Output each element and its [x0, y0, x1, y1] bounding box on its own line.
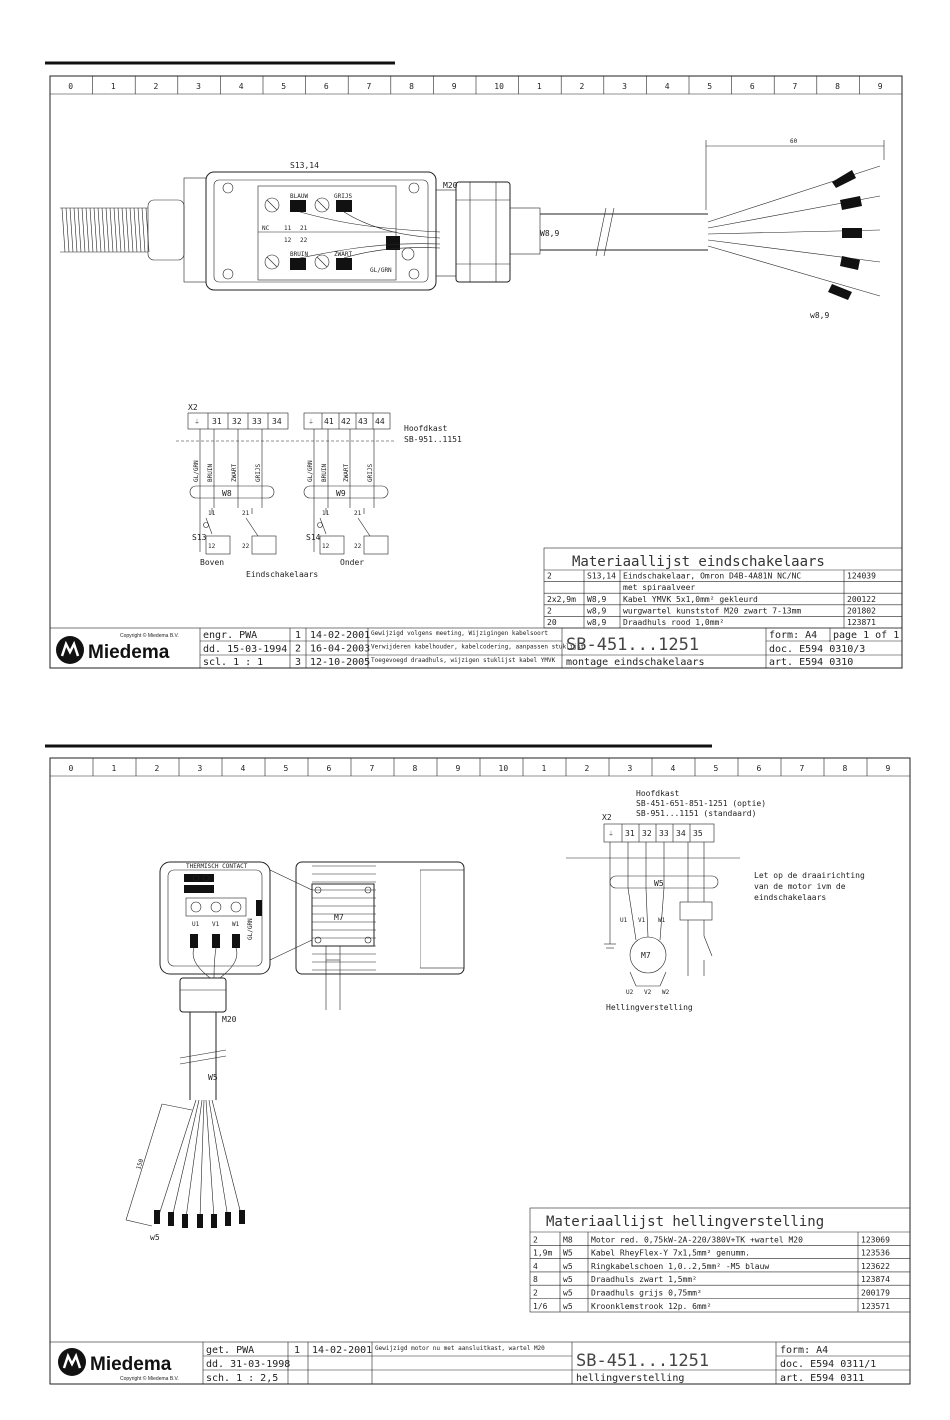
- terminal-number: 44: [375, 417, 385, 426]
- bom-cell: Kabel RheyFlex-Y 7x1,5mm² genumm.: [591, 1248, 750, 1258]
- bom-hellingverstelling: [530, 1208, 910, 1312]
- wire-ends-2: [154, 1100, 245, 1228]
- ruler-label: 9: [451, 82, 457, 91]
- brand-1: Miedema: [88, 642, 170, 663]
- terminal-number: 34: [676, 829, 686, 838]
- ruler-label: 3: [622, 82, 627, 91]
- label-s14-11: 11: [322, 510, 330, 517]
- label-12: 12: [284, 237, 292, 244]
- bom-cell: 8: [533, 1275, 538, 1285]
- ruler-label: 7: [799, 764, 805, 773]
- sheet-2-frame: [50, 758, 910, 1384]
- ruler-label: 9: [877, 82, 883, 91]
- label-w5-ends: w5: [150, 1233, 160, 1242]
- format-2: form: A4: [780, 1345, 829, 1356]
- bom-cell: w5: [563, 1261, 573, 1271]
- label-boven: Boven: [200, 558, 225, 567]
- revision-text: Toegevoegd draadhuls, wijzigen stuklijst kabel YMVK: [371, 657, 556, 664]
- label-gl-groen: GL/GRN: [370, 267, 392, 274]
- label-s14: S14: [306, 533, 321, 542]
- bom-cell: 2x2,9m: [547, 594, 576, 604]
- label-x2-2: X2: [602, 813, 612, 822]
- engr-2: get. PWA: [206, 1345, 255, 1356]
- terminal-number: 31: [625, 829, 635, 838]
- ruler-label: 8: [409, 82, 414, 91]
- limit-switch-schematic: [176, 403, 462, 579]
- label-onder: Onder: [340, 558, 365, 567]
- bom-cell: Draadhuls rood 1,0mm²: [623, 618, 725, 627]
- bom-cell: 2: [533, 1235, 538, 1245]
- doc-2: doc. E594 0311/1: [780, 1359, 877, 1370]
- switch-housing: [206, 172, 436, 290]
- label-nc: NC: [262, 225, 270, 232]
- note-2: van de motor ivm de: [754, 882, 846, 891]
- label-v1-2: V1: [638, 917, 646, 924]
- motor-schematic: [566, 789, 865, 1012]
- bom-cell: 123871: [847, 618, 876, 627]
- ruler-label: 5: [707, 82, 713, 91]
- terminal-number: 32: [642, 829, 652, 838]
- bom-cell: w8,9: [587, 606, 607, 616]
- page-1: page 1 of 1: [833, 630, 900, 641]
- label-u1-2: U1: [620, 917, 628, 924]
- drawing-no-1: SB-451...1251: [566, 635, 700, 655]
- drawing-no-2: SB-451...1251: [576, 1351, 710, 1371]
- label-s13-21: 21: [242, 510, 250, 517]
- art-2: art. E594 0311: [780, 1373, 865, 1384]
- label-s14-21: 21: [354, 510, 362, 517]
- label-w89-ends: w8,9: [810, 311, 830, 320]
- ruler-label: 2: [579, 82, 585, 91]
- note-1: Let op de draairichting: [754, 871, 865, 880]
- engr-1: engr. PWA: [203, 630, 258, 641]
- label-u1: U1: [192, 921, 200, 928]
- ruler-label: 7: [369, 764, 375, 773]
- label-blauw: BLAUW: [290, 193, 309, 200]
- label-v2: V2: [644, 989, 652, 996]
- label-m20-2: M20: [222, 1015, 237, 1024]
- bom-cell: 4: [533, 1261, 538, 1271]
- revision-date: 16-04-2003: [310, 643, 371, 655]
- ruler-label: 2: [153, 82, 159, 91]
- wire-color-label: ZWART: [343, 463, 350, 482]
- label-s13-11: 11: [208, 510, 216, 517]
- label-hoofdkast-ref: SB-951..1151: [404, 435, 462, 444]
- terminal-number: 32: [232, 417, 242, 426]
- label-s14-12: 12: [322, 543, 330, 550]
- revision-date: 14-02-2001: [312, 1345, 373, 1356]
- sheet-1-ruler: [68, 76, 882, 94]
- label-s13-22: 22: [242, 543, 250, 550]
- bom-cell: 2: [547, 606, 552, 616]
- revision-text: Gewijzigd volgens meeting, Wijzigingen kabelsoort: [371, 630, 549, 637]
- ruler-label: 8: [412, 764, 418, 773]
- note-3: eindschakelaars: [754, 893, 827, 902]
- label-w5-2: W5: [654, 879, 664, 888]
- bom-cell: 124039: [847, 571, 876, 581]
- ruler-label: 10: [498, 764, 509, 773]
- bom-cell: 1,9m: [533, 1248, 553, 1258]
- terminal-number: 33: [252, 417, 262, 426]
- dim-150: 150: [135, 1158, 146, 1171]
- terminal-screws: [265, 198, 414, 270]
- sheet-2: [45, 746, 910, 1384]
- ruler-label: 5: [283, 764, 289, 773]
- bom-cell: 200122: [847, 594, 876, 604]
- ruler-label: 0: [68, 764, 74, 773]
- terminal-number: 35: [693, 829, 703, 838]
- bom-cell: 2: [533, 1288, 538, 1298]
- ruler-label: 0: [68, 82, 74, 91]
- bom-cell: 2: [547, 571, 552, 581]
- limit-switch-assembly: [60, 138, 884, 320]
- terminal-number: 42: [341, 417, 351, 426]
- ruler-label: 7: [366, 82, 372, 91]
- terminal-number: 33: [659, 829, 669, 838]
- ruler-label: 3: [197, 764, 203, 773]
- terminal-number: 43: [358, 417, 368, 426]
- label-s1314: S13,14: [290, 161, 319, 170]
- wire-color-label: BRUIN: [207, 463, 214, 482]
- label-m7: M7: [334, 913, 344, 922]
- wire-color-label: ZWART: [231, 463, 238, 482]
- title-block-2: [50, 1342, 910, 1384]
- bom-title: Materiaallijst eindschakelaars: [572, 554, 825, 570]
- sheet-2-ruler: [69, 758, 891, 776]
- revision-no: 1: [294, 1345, 301, 1356]
- label-m20: M20: [443, 181, 458, 190]
- ruler-label: 4: [670, 764, 676, 773]
- label-gl-groen-2: GL/GRN: [247, 918, 254, 940]
- dim-60: 60: [790, 138, 798, 145]
- revision-text: Verwijderen kabelhouder, kabelcodering, aanpassen stuklijst: [371, 643, 585, 651]
- label-w2: W2: [662, 989, 670, 996]
- label-ref2: SB-951...1151 (standaard): [636, 809, 757, 818]
- copyright-2: Copyright © Miedema B.V.: [120, 1376, 179, 1382]
- earth-symbol: ⏚: [308, 419, 315, 426]
- label-bruin: BRUIN: [290, 251, 309, 258]
- bom-cell: Draadhuls grijs 0,75mm²: [591, 1288, 702, 1298]
- bom-cell: Ringkabelschoen 1,0..2,5mm² -M5 blauw: [591, 1261, 770, 1271]
- bom-cell: S13,14: [587, 571, 616, 581]
- bom-cell: 123069: [861, 1235, 890, 1245]
- label-grijs: GRIJS: [334, 193, 353, 200]
- bom-cell: w5: [563, 1288, 573, 1298]
- label-s13-12: 12: [208, 543, 216, 550]
- ruler-label: 1: [536, 82, 542, 91]
- ruler-label: 1: [110, 82, 116, 91]
- revision-text: Gewijzigd motor nu met aansluitkast, wartel M20: [375, 1345, 545, 1352]
- revision-no: 1: [295, 630, 302, 641]
- sheet-1: [45, 63, 902, 668]
- bom-cell: 1/6: [533, 1301, 548, 1311]
- terminal-number: 31: [212, 417, 222, 426]
- ruler-label: 6: [326, 764, 332, 773]
- wire-color-label: GRIJS: [255, 463, 262, 482]
- label-s13: S13: [192, 533, 207, 542]
- wire-color-label: BRUIN: [321, 463, 328, 482]
- ruler-label: 9: [455, 764, 461, 773]
- bom-cell: Eindschakelaar, Omron D4B-4A81N NC/NC: [623, 571, 802, 581]
- bom-cell: 123536: [861, 1248, 890, 1258]
- label-w1: W1: [232, 921, 240, 928]
- bom-cell: wurgwartel kunststof M20 zwart 7-13mm: [623, 606, 802, 616]
- label-zwart: ZWART: [334, 251, 353, 258]
- bom-cell: Draadhuls zwart 1,5mm²: [591, 1275, 697, 1285]
- bom-cell: W5: [563, 1248, 573, 1258]
- label-u2: U2: [626, 989, 634, 996]
- label-m7-2: M7: [641, 951, 651, 960]
- brand-2: Miedema: [90, 1354, 172, 1375]
- bom-cell: Kroonklemstrook 12p. 6mm²: [591, 1301, 712, 1311]
- ruler-label: 1: [111, 764, 117, 773]
- bom-cell: w8,9: [587, 618, 607, 627]
- date-2: dd. 31-03-1998: [206, 1359, 291, 1370]
- ruler-label: 2: [584, 764, 590, 773]
- label-w8: W8: [222, 489, 232, 498]
- earth-symbol: ⏚: [194, 419, 201, 426]
- date-1: dd. 15-03-1994: [203, 644, 288, 655]
- ruler-label: 6: [323, 82, 329, 91]
- label-w1-2: W1: [658, 917, 666, 924]
- bom-eindschakelaars: [544, 548, 902, 628]
- label-hellingverstelling: Hellingverstelling: [606, 1003, 693, 1012]
- doc-1: doc. E594 0310/3: [769, 644, 866, 655]
- label-eindschakelaars: Eindschakelaars: [246, 570, 319, 579]
- bom-cell: 123874: [861, 1275, 890, 1285]
- wire-color-label: GL/GRN: [193, 460, 200, 482]
- scale-2: sch. 1 : 2,5: [206, 1373, 279, 1384]
- description-1: montage eindschakelaars: [566, 657, 705, 668]
- revision-no: 2: [295, 643, 302, 655]
- bom-cell: 200179: [861, 1288, 890, 1298]
- earth-symbol: ⏚: [608, 831, 615, 838]
- ruler-label: 4: [664, 82, 670, 91]
- ruler-label: 6: [756, 764, 762, 773]
- bom-cell: 201802: [847, 606, 876, 616]
- bom-cell: w5: [563, 1275, 573, 1285]
- label-21: 21: [300, 225, 308, 232]
- revision-date: 12-10-2005: [310, 657, 371, 668]
- copyright-1: Copyright © Miedema B.V.: [120, 633, 179, 639]
- terminal-number: 41: [324, 417, 334, 426]
- title-block-1: [50, 628, 902, 668]
- label-w9: W9: [336, 489, 346, 498]
- ruler-label: 5: [713, 764, 719, 773]
- label-w89-cable: W8,9: [540, 229, 560, 238]
- ruler-label: 8: [835, 82, 840, 91]
- wire-color-label: GL/GRN: [307, 460, 314, 482]
- label-x2: X2: [188, 403, 198, 412]
- ruler-label: 5: [281, 82, 287, 91]
- bom-cell: Motor red. 0,75kW-2A-220/380V+TK +wartel M20: [591, 1235, 803, 1245]
- label-v1: V1: [212, 921, 220, 928]
- ruler-label: 10: [494, 82, 504, 91]
- miedema-logo-1: [56, 636, 170, 664]
- art-1: art. E594 0310: [769, 657, 854, 668]
- wire-ends: [708, 166, 880, 300]
- label-22: 22: [300, 237, 308, 244]
- label-w5-cable: W5: [208, 1073, 218, 1082]
- terminal-number: 34: [272, 417, 282, 426]
- ruler-label: 3: [627, 764, 633, 773]
- bom-title-2: Materiaallijst hellingverstelling: [546, 1214, 825, 1230]
- motor-assembly: [126, 862, 464, 1242]
- label-ref1: SB-451-651-851-1251 (optie): [636, 799, 767, 808]
- description-2: hellingverstelling: [576, 1373, 685, 1384]
- bom-cell: 123571: [861, 1301, 890, 1311]
- ruler-label: 8: [842, 764, 848, 773]
- revision-date: 14-02-2001: [310, 630, 371, 641]
- label-hoofdkast: Hoofdkast: [404, 424, 448, 433]
- ruler-label: 4: [238, 82, 244, 91]
- label-11: 11: [284, 225, 292, 232]
- label-thermisch: THERMISCH CONTACT: [186, 863, 248, 870]
- bom-cell: W8,9: [587, 594, 607, 604]
- ruler-label: 9: [885, 764, 891, 773]
- ruler-label: 3: [196, 82, 201, 91]
- bom-cell: Kabel YMVK 5x1,0mm² gekleurd: [623, 594, 758, 604]
- ruler-label: 7: [792, 82, 798, 91]
- ruler-label: 6: [749, 82, 755, 91]
- label-hoofdkast-2: Hoofdkast: [636, 789, 680, 798]
- format-1: form: A4: [769, 630, 818, 641]
- bom-cell: 20: [547, 618, 557, 627]
- bom-cell: M8: [563, 1235, 573, 1245]
- revision-no: 3: [295, 657, 302, 668]
- bom-cell: w5: [563, 1301, 573, 1311]
- bom-cell: met spiraalveer: [623, 583, 696, 593]
- ruler-label: 4: [240, 764, 246, 773]
- cable-gland: [456, 182, 510, 282]
- ruler-label: 1: [541, 764, 547, 773]
- miedema-logo-2: [58, 1348, 172, 1376]
- bom-cell: 123622: [861, 1261, 890, 1271]
- scale-1: scl. 1 : 1: [203, 657, 264, 668]
- label-s14-22: 22: [354, 543, 362, 550]
- wire-color-label: GRIJS: [367, 463, 374, 482]
- ruler-label: 2: [154, 764, 160, 773]
